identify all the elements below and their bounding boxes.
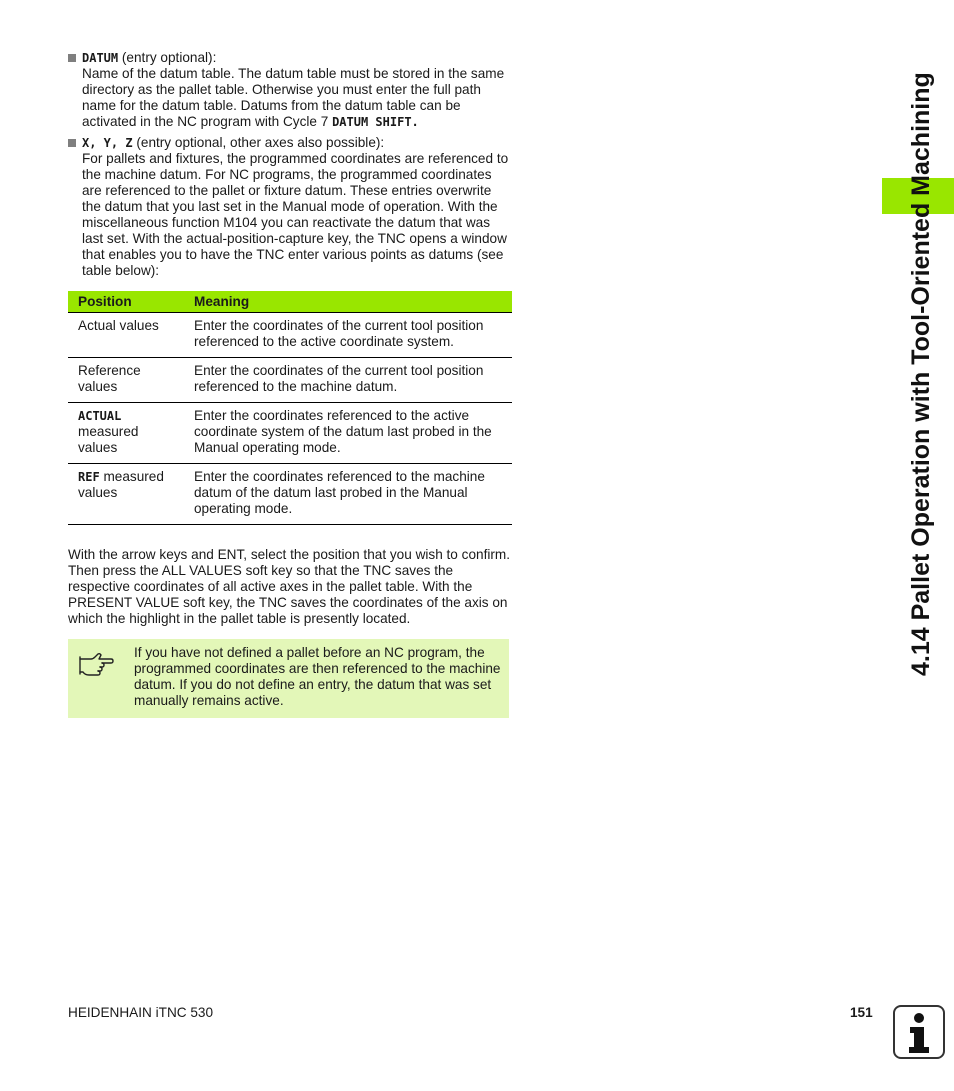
bullet-xyz-body: For pallets and fixtures, the programmed coordinates are referenced to the machine datum. For NC programs, the programmed coordinates are referenced to the pallet or fixture datum. These entries overwrite the datum that you last set in the Manual mode of operation. With the miscellaneous function M104 you can reactivate the datum that was last set. With the actual-position-capture key, the TNC opens a window that enables you to have the TNC enter various points as datums (see table below): [82,151,509,278]
cell-position [68,313,184,358]
position-text: Reference values [78,363,141,394]
note-text: If you have not defined a pallet before an NC program, the programmed coordinates are then referenced to the machine datum. If you do not define an entry, the datum that was set manually remains active. [134,645,501,708]
table-header-row [68,291,512,313]
body-paragraph: With the arrow keys and ENT, select the position that you wish to confirm. Then press the ALL VALUES soft key so that the TNC saves the respective coordinates of all active axes in the pallet table. With the PRESENT VALUE soft key, the TNC saves the coordinates of the axis on which the highlight in the pallet table is presently located. [68,547,510,626]
code-xyz: X, Y, Z [82,136,133,150]
note-box [68,639,509,718]
position-text: Actual values [78,318,159,333]
position-text: measured values [78,424,139,455]
bullet-square-icon [68,54,76,62]
header-meaning: Meaning [184,291,512,313]
cell-meaning: Enter the coordinates referenced to the machine datum of the datum last probed in the Manual operating mode. [184,464,512,525]
code-datum-shift: DATUM SHIFT. [332,115,419,129]
pointing-hand-icon [78,648,114,676]
position-table [68,291,512,525]
header-position: Position [68,291,184,313]
code-ref: REF [78,470,100,484]
qualifier-datum: (entry optional): [118,50,217,65]
table-row [68,403,512,464]
chapter-title: 4.14 Pallet Operation with Tool-Oriented Machining [907,72,935,676]
cell-meaning: Enter the coordinates of the current tool position referenced to the machine datum. [184,358,512,403]
page-number: 151 [850,1005,873,1020]
bullet-datum-body [68,66,510,130]
code-datum: DATUM [82,51,119,65]
bullet-datum-head [68,50,510,66]
cell-position [68,358,184,403]
info-glyph [895,1007,943,1057]
footer-product: HEIDENHAIN iTNC 530 [68,1005,214,1020]
code-actual: ACTUAL [78,409,122,423]
bullet-xyz-head [68,135,510,151]
table-row [68,358,512,403]
position-text: measured values [78,469,164,500]
table-row [68,313,512,358]
bullet-xyz [68,135,510,279]
info-icon [893,1005,945,1059]
bullet-square-icon [68,139,76,147]
bullet-datum [68,50,510,130]
datum-body-text: Name of the datum table. The datum table must be stored in the same directory as the pallet table. Otherwise you must enter the full path name for the datum table. Datums from the datum table can be activated in the NC program with Cycle 7 [82,66,505,129]
cell-position [68,403,184,464]
cell-meaning: Enter the coordinates of the current tool position referenced to the active coordinate system. [184,313,512,358]
qualifier-xyz: (entry optional, other axes also possible): [132,135,385,150]
cell-position [68,464,184,525]
cell-meaning: Enter the coordinates referenced to the active coordinate system of the datum last probed in the Manual operating mode. [184,403,512,464]
table-row [68,464,512,525]
